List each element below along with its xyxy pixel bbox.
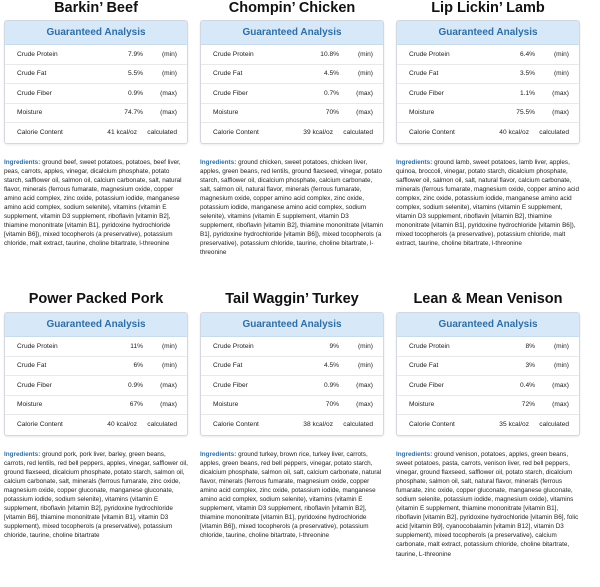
- product-lip-lickin-lamb: [396, 0, 580, 248]
- analysis-unit: (max): [356, 109, 373, 117]
- ingredients-heading: Ingredients:: [4, 158, 41, 166]
- analysis-value: 4.5%: [323, 70, 339, 78]
- analysis-value: 67%: [129, 401, 143, 409]
- analysis-label: Crude Protein: [213, 50, 254, 58]
- analysis-label: Moisture: [17, 109, 43, 117]
- analysis-unit: (max): [160, 401, 177, 409]
- analysis-label: Crude Fiber: [17, 89, 52, 97]
- analysis-value: 38 kcal/oz: [303, 421, 333, 429]
- card-header: Guaranteed Analysis: [5, 21, 187, 45]
- analysis-unit: (min): [161, 70, 177, 78]
- analysis-label: Crude Fiber: [409, 381, 444, 389]
- ingredients-list: ground pork, pork liver, barley, green beans, carrots, red lentils, red bell peppers, apples, vinegar, safflower oil, ground flaxseed, dicalcium phosphate, potato starch, salmon oil, calcium carbonate, salt, minerals (ferrous fumarate, zinc oxide, magnesium oxide, copper gluconate, manganese gluconate, potassium iodide, sodium selenite), vitamins (vitamin E supplement, riboflavin [vitamin B2], pyridoxine hydrochloride [vitamin B6], thiamine mononitrate [vitamin B1], vitamin D3 supplement), mixed tocopherols (a preservative), potassium chloride, taurine, choline bitartrate: [4, 450, 188, 540]
- analysis-label: Moisture: [409, 401, 435, 409]
- analysis-unit: (min): [357, 70, 373, 78]
- product-chompin-chicken: [200, 0, 384, 258]
- analysis-value: 1.1%: [519, 89, 535, 97]
- analysis-row-crude-protein: [397, 45, 579, 65]
- analysis-row-calorie-content: [5, 415, 187, 435]
- analysis-value: 41 kcal/oz: [107, 129, 137, 137]
- analysis-value: 3.5%: [519, 70, 535, 78]
- analysis-label: Crude Fiber: [409, 89, 444, 97]
- analysis-value: 39 kcal/oz: [303, 129, 333, 137]
- analysis-label: Crude Fat: [17, 362, 47, 370]
- analysis-value: 0.7%: [323, 89, 339, 97]
- analysis-row-crude-fat: [397, 65, 579, 85]
- card-header: Guaranteed Analysis: [397, 21, 579, 45]
- analysis-value: 6.4%: [519, 50, 535, 58]
- analysis-unit: (min): [357, 362, 373, 370]
- analysis-unit: calculated: [343, 421, 373, 429]
- analysis-unit: (min): [553, 70, 569, 78]
- analysis-unit: (min): [161, 50, 177, 58]
- analysis-unit: (min): [161, 342, 177, 350]
- ingredients-heading: Ingredients:: [396, 158, 433, 166]
- analysis-row-crude-fat: [5, 65, 187, 85]
- analysis-value: 74.7%: [124, 109, 143, 117]
- analysis-label: Calorie Content: [17, 421, 63, 429]
- guaranteed-analysis-card: [4, 312, 188, 436]
- analysis-label: Crude Fiber: [213, 381, 248, 389]
- analysis-label: Moisture: [409, 109, 435, 117]
- analysis-value: 70%: [325, 109, 339, 117]
- analysis-label: Crude Fat: [17, 70, 47, 78]
- analysis-row-crude-protein: [5, 337, 187, 357]
- analysis-label: Crude Protein: [409, 50, 450, 58]
- analysis-label: Crude Fiber: [17, 381, 52, 389]
- analysis-unit: (min): [553, 362, 569, 370]
- analysis-value: 0.4%: [519, 381, 535, 389]
- analysis-row-calorie-content: [201, 415, 383, 435]
- analysis-value: 35 kcal/oz: [499, 421, 529, 429]
- analysis-row-crude-fiber: [5, 376, 187, 396]
- analysis-unit: calculated: [539, 129, 569, 137]
- analysis-label: Crude Fiber: [213, 89, 248, 97]
- analysis-value: 4.5%: [323, 362, 339, 370]
- product-title: Barkin’ Beef: [54, 0, 138, 16]
- product-lean-mean-venison: [396, 290, 580, 559]
- analysis-value: 0.9%: [323, 381, 339, 389]
- product-title: Chompin’ Chicken: [228, 0, 356, 16]
- ingredients-text: [200, 158, 384, 258]
- ingredients-text: [4, 158, 188, 249]
- analysis-unit: calculated: [147, 421, 177, 429]
- analysis-unit: calculated: [343, 129, 373, 137]
- analysis-row-moisture: [201, 396, 383, 416]
- ingredients-list: ground venison, potatoes, apples, green beans, sweet potatoes, pasta, carrots, venison liver, red bell peppers, vinegar, ground flaxseed, safflower oil, potato starch, dicalcium phosphate, salmon oil, salt, natural flavor, minerals (ferrous fumarate, zinc oxide, copper gluconate, manganese gluconate, sodium selenite, potassium iodide, magnesium oxide), vitamins (vitamin E supplement, thiamine mononitrate [vitamin B1], riboflavin [vitamin B2], pyridoxine hydrochloride [vitamin B6], folic acid [vitamin B9], cyanocobalamin [vitamin B12], vitamin D3 supplement), mixed tocopherols (a preservative), calcium carbonate, malt extract, potassium chloride, choline bitartrate, taurine, L-threonine: [396, 450, 579, 558]
- analysis-row-crude-fat: [201, 65, 383, 85]
- analysis-row-crude-fat: [5, 357, 187, 377]
- product-title: Lip Lickin’ Lamb: [431, 0, 545, 16]
- analysis-label: Calorie Content: [409, 129, 455, 137]
- analysis-label: Moisture: [213, 109, 239, 117]
- product-barkin-beef: [4, 0, 188, 248]
- analysis-value: 3%: [525, 362, 535, 370]
- analysis-value: 72%: [521, 401, 535, 409]
- guaranteed-analysis-card: [396, 312, 580, 436]
- analysis-row-crude-fiber: [201, 376, 383, 396]
- analysis-unit: (max): [552, 89, 569, 97]
- analysis-row-crude-protein: [5, 45, 187, 65]
- analysis-unit: (max): [160, 381, 177, 389]
- guaranteed-analysis-card: [4, 20, 188, 144]
- ingredients-list: ground chicken, sweet potatoes, chicken liver, apples, green beans, red lentils, ground flaxseed, vinegar, potato starch, safflower oil, dicalcium phosphate, calcium carbonate, salt, salmon oil, natural flavor, minerals (ferrous fumarate, magnesium oxide, copper amino acid complex, zinc oxide, potassium iodide, manganese amino acid complex, sodium selenite), vitamins (vitamin E supplement, vitamin D3 supplement, riboflavin [vitamin B2], thiamine mononitrate [vitamin B1], pyridoxine hydrochloride [vitamin B6]), mixed tocopherols (a preservative), potassium chloride, taurine, choline bitartrate, l-threonine: [200, 158, 383, 257]
- analysis-value: 5.5%: [127, 70, 143, 78]
- analysis-unit: (max): [552, 401, 569, 409]
- analysis-row-moisture: [397, 396, 579, 416]
- analysis-value: 9%: [329, 342, 339, 350]
- analysis-unit: (max): [552, 109, 569, 117]
- analysis-row-calorie-content: [5, 123, 187, 143]
- product-power-packed-pork: [4, 290, 188, 540]
- analysis-unit: (max): [356, 381, 373, 389]
- analysis-unit: (min): [357, 50, 373, 58]
- analysis-label: Calorie Content: [213, 421, 259, 429]
- analysis-value: 75.5%: [516, 109, 535, 117]
- analysis-row-crude-fat: [397, 357, 579, 377]
- analysis-value: 7.9%: [127, 50, 143, 58]
- analysis-row-crude-fiber: [397, 376, 579, 396]
- analysis-row-calorie-content: [201, 123, 383, 143]
- analysis-label: Crude Protein: [17, 342, 58, 350]
- card-header: Guaranteed Analysis: [397, 313, 579, 337]
- analysis-row-crude-protein: [201, 337, 383, 357]
- analysis-row-crude-fat: [201, 357, 383, 377]
- analysis-value: 8%: [525, 342, 535, 350]
- analysis-row-crude-fiber: [397, 84, 579, 104]
- analysis-unit: calculated: [147, 129, 177, 137]
- analysis-row-moisture: [5, 396, 187, 416]
- product-title: Lean & Mean Venison: [413, 291, 563, 307]
- analysis-value: 10.8%: [320, 50, 339, 58]
- ingredients-text: [200, 450, 384, 541]
- analysis-label: Crude Fat: [213, 362, 243, 370]
- analysis-row-moisture: [397, 104, 579, 124]
- analysis-row-crude-fiber: [5, 84, 187, 104]
- analysis-unit: (min): [553, 50, 569, 58]
- analysis-unit: (max): [356, 401, 373, 409]
- analysis-row-crude-fiber: [201, 84, 383, 104]
- analysis-row-moisture: [201, 104, 383, 124]
- analysis-label: Crude Protein: [17, 50, 58, 58]
- ingredients-heading: Ingredients:: [396, 450, 433, 458]
- analysis-row-moisture: [5, 104, 187, 124]
- guaranteed-analysis-card: [396, 20, 580, 144]
- card-header: Guaranteed Analysis: [201, 313, 383, 337]
- analysis-value: 40 kcal/oz: [499, 129, 529, 137]
- analysis-label: Calorie Content: [17, 129, 63, 137]
- analysis-label: Moisture: [17, 401, 43, 409]
- ingredients-text: [4, 450, 188, 541]
- analysis-row-calorie-content: [397, 123, 579, 143]
- product-title: Tail Waggin’ Turkey: [225, 291, 359, 307]
- analysis-unit: (max): [356, 89, 373, 97]
- analysis-unit: (max): [160, 89, 177, 97]
- ingredients-heading: Ingredients:: [4, 450, 41, 458]
- analysis-unit: (max): [160, 109, 177, 117]
- analysis-unit: (min): [357, 342, 373, 350]
- analysis-row-crude-protein: [397, 337, 579, 357]
- ingredients-text: [396, 158, 580, 249]
- card-header: Guaranteed Analysis: [5, 313, 187, 337]
- analysis-label: Crude Protein: [213, 342, 254, 350]
- ingredients-list: ground turkey, brown rice, turkey liver, carrots, apples, green beans, red bell peppers, vinegar, potato starch, dicalcium phosphate, salmon oil, salt, calcium carbonate, natural flavor, minerals (ferrous fumarate, magnesium oxide, copper amino acid complex, zinc oxide, potassium iodide, manganese amino acid complex, sodium selenite), vitamins (vitamin E supplement, vitamin D3 supplement, riboflavin [vitamin B2], thiamine mononitrate [vitamin B1], pyridoxine hydrochloride [vitamin B6]), mixed tocopherols (a preservative), potassium chloride, taurine, choline bitartrate, l-threonine: [200, 450, 382, 540]
- guaranteed-analysis-card: [200, 312, 384, 436]
- analysis-label: Calorie Content: [409, 421, 455, 429]
- analysis-row-calorie-content: [397, 415, 579, 435]
- analysis-label: Crude Fat: [213, 70, 243, 78]
- analysis-label: Crude Fat: [409, 362, 439, 370]
- product-tail-waggin-turkey: [200, 290, 384, 540]
- ingredients-text: [396, 450, 580, 559]
- analysis-unit: (min): [161, 362, 177, 370]
- analysis-value: 11%: [130, 342, 143, 350]
- ingredients-list: ground beef, sweet potatoes, potatoes, beef liver, peas, carrots, apples, vinegar, dicalcium phosphate, potato starch, safflower oil, salmon oil, calcium carbonate, salt, natural flavor, minerals (ferrous fumarate, magnesium oxide, copper amino acid complex, zinc oxide, potassium iodide, manganese amino acid complex, sodium selenite), vitamins (vitamin E supplement, vitamin D3 supplement, riboflavin [vitamin B2], thiamine mononitrate [vitamin B1], pyridoxine hydrochloride [vitamin B6]), mixed tocopherols (a preservative), potassium chloride, malt extract, taurine, choline bitartrate, l-threonine: [4, 158, 182, 248]
- analysis-value: 70%: [325, 401, 339, 409]
- analysis-label: Crude Protein: [409, 342, 450, 350]
- product-title: Power Packed Pork: [28, 291, 164, 307]
- analysis-unit: (max): [552, 381, 569, 389]
- analysis-value: 0.9%: [127, 381, 143, 389]
- analysis-unit: calculated: [539, 421, 569, 429]
- analysis-label: Calorie Content: [213, 129, 259, 137]
- guaranteed-analysis-card: [200, 20, 384, 144]
- analysis-label: Crude Fat: [409, 70, 439, 78]
- ingredients-heading: Ingredients:: [200, 450, 237, 458]
- ingredients-list: ground lamb, sweet potatoes, lamb liver, apples, quinoa, broccoli, vinegar, potato starch, dicalcium phosphate, safflower oil, salmon oil, salt, natural flavor, calcium carbonate, minerals (ferrous fumarate, magnesium oxide, copper amino acid complex, zinc oxide, potassium iodide, manganese amino acid complex, sodium selenite), vitamins (vitamin E supplement, vitamin D3 supplement, riboflavin [vitamin B2], thiamine mononitrate [vitamin B1], pyridoxine hydrochloride [vitamin B6]), mixed tocopherols (a preservative), potassium chloride, malt extract, taurine, choline bitartrate, l-threonine: [396, 158, 579, 248]
- analysis-value: 6%: [133, 362, 143, 370]
- card-header: Guaranteed Analysis: [201, 21, 383, 45]
- analysis-label: Moisture: [213, 401, 239, 409]
- ingredients-heading: Ingredients:: [200, 158, 237, 166]
- analysis-unit: (min): [553, 342, 569, 350]
- analysis-row-crude-protein: [201, 45, 383, 65]
- analysis-value: 40 kcal/oz: [107, 421, 137, 429]
- analysis-value: 0.9%: [127, 89, 143, 97]
